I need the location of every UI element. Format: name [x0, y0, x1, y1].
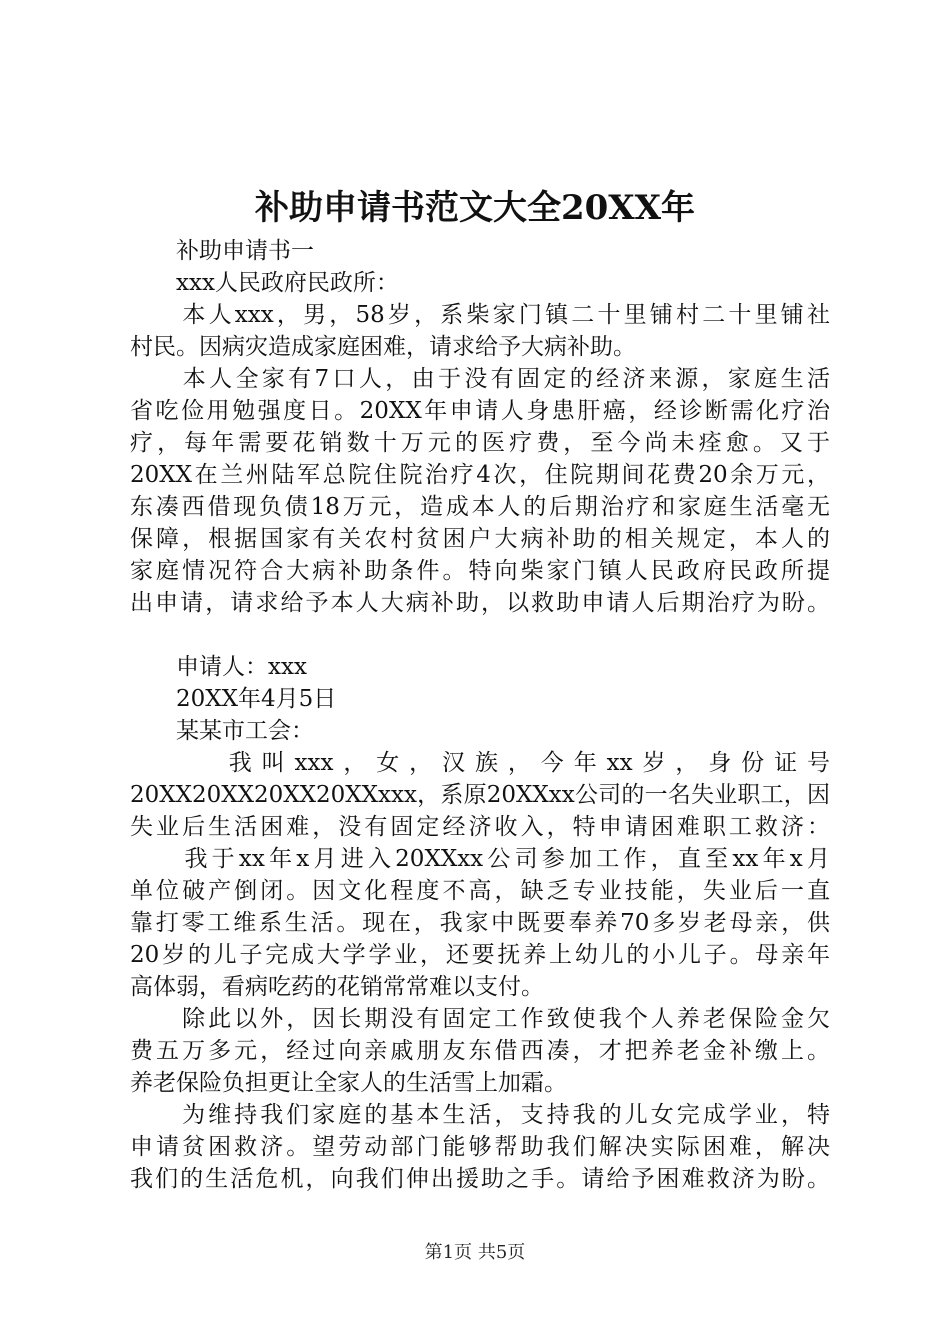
- text-line: 为维持我们家庭的基本生活，支持我的儿女完成学业，特: [130, 1102, 830, 1128]
- page-title: 补助申请书范文大全20XX年: [254, 188, 696, 228]
- text-line: 20XX年4月5日: [130, 686, 337, 712]
- text-line: 东凑西借现负债18万元，造成本人的后期治疗和家庭生活毫无: [130, 494, 830, 520]
- text-line: 申请贫困救济。望劳动部门能够帮助我们解决实际困难，解决: [130, 1134, 830, 1160]
- text-line: 补助申请书一: [130, 238, 314, 264]
- text-line: 费五万多元，经过向亲戚朋友东借西凑，才把养老金补缴上。: [130, 1038, 830, 1064]
- text-line: 我于xx年x月进入20XXxx公司参加工作，直至xx年x月: [130, 846, 830, 872]
- text-line: 本人全家有7口人，由于没有固定的经济来源，家庭生活: [130, 366, 830, 392]
- text-line: 20XX在兰州陆军总院住院治疗4次，住院期间花费20余万元，: [130, 462, 830, 488]
- text-line: 单位破产倒闭。因文化程度不高，缺乏专业技能，失业后一直: [130, 878, 830, 904]
- text-line: 保障，根据国家有关农村贫困户大病补助的相关规定，本人的: [130, 526, 830, 552]
- page-footer: 第1页 共5页: [424, 1242, 526, 1263]
- text-line: 某某市工会：: [130, 718, 314, 744]
- text-line: 20岁的儿子完成大学学业，还要抚养上幼儿的小儿子。母亲年: [130, 942, 830, 968]
- text-line: 出申请，请求给予本人大病补助，以救助申请人后期治疗为盼。: [130, 590, 830, 616]
- text-line: 靠打零工维系生活。现在，我家中既要奉养70多岁老母亲，供: [130, 910, 830, 936]
- text-line: 疗，每年需要花销数十万元的医疗费，至今尚未痊愈。又于: [130, 430, 830, 456]
- text-line: 养老保险负担更让全家人的生活雪上加霜。: [130, 1070, 567, 1096]
- text-line: 村民。因病灾造成家庭困难，请求给予大病补助。: [130, 334, 636, 360]
- text-line: 失业后生活困难，没有固定经济收入，特申请困难职工救济：: [130, 814, 830, 840]
- text-line: 我们的生活危机，向我们伸出援助之手。请给予困难救济为盼。: [130, 1166, 830, 1192]
- text-line: xxx人民政府民政所：: [130, 270, 399, 296]
- text-line: 高体弱，看病吃药的花销常常难以支付。: [130, 974, 544, 1000]
- text-line: 本人xxx，男，58岁，系柴家门镇二十里铺村二十里铺社: [130, 302, 830, 328]
- text-line: 省吃俭用勉强度日。20XX年申请人身患肝癌，经诊断需化疗治: [130, 398, 830, 424]
- text-line: 申请人：xxx: [130, 654, 307, 680]
- text-line: 家庭情况符合大病补助条件。特向柴家门镇人民政府民政所提: [130, 558, 830, 584]
- text-line: 除此以外，因长期没有固定工作致使我个人养老保险金欠: [130, 1006, 830, 1032]
- text-line: 我叫xxx，女，汉族，今年xx岁，身份证号: [130, 750, 830, 776]
- text-line: 20XX20XX20XX20XXxxx，系原20XXxx公司的一名失业职工，因: [130, 782, 830, 808]
